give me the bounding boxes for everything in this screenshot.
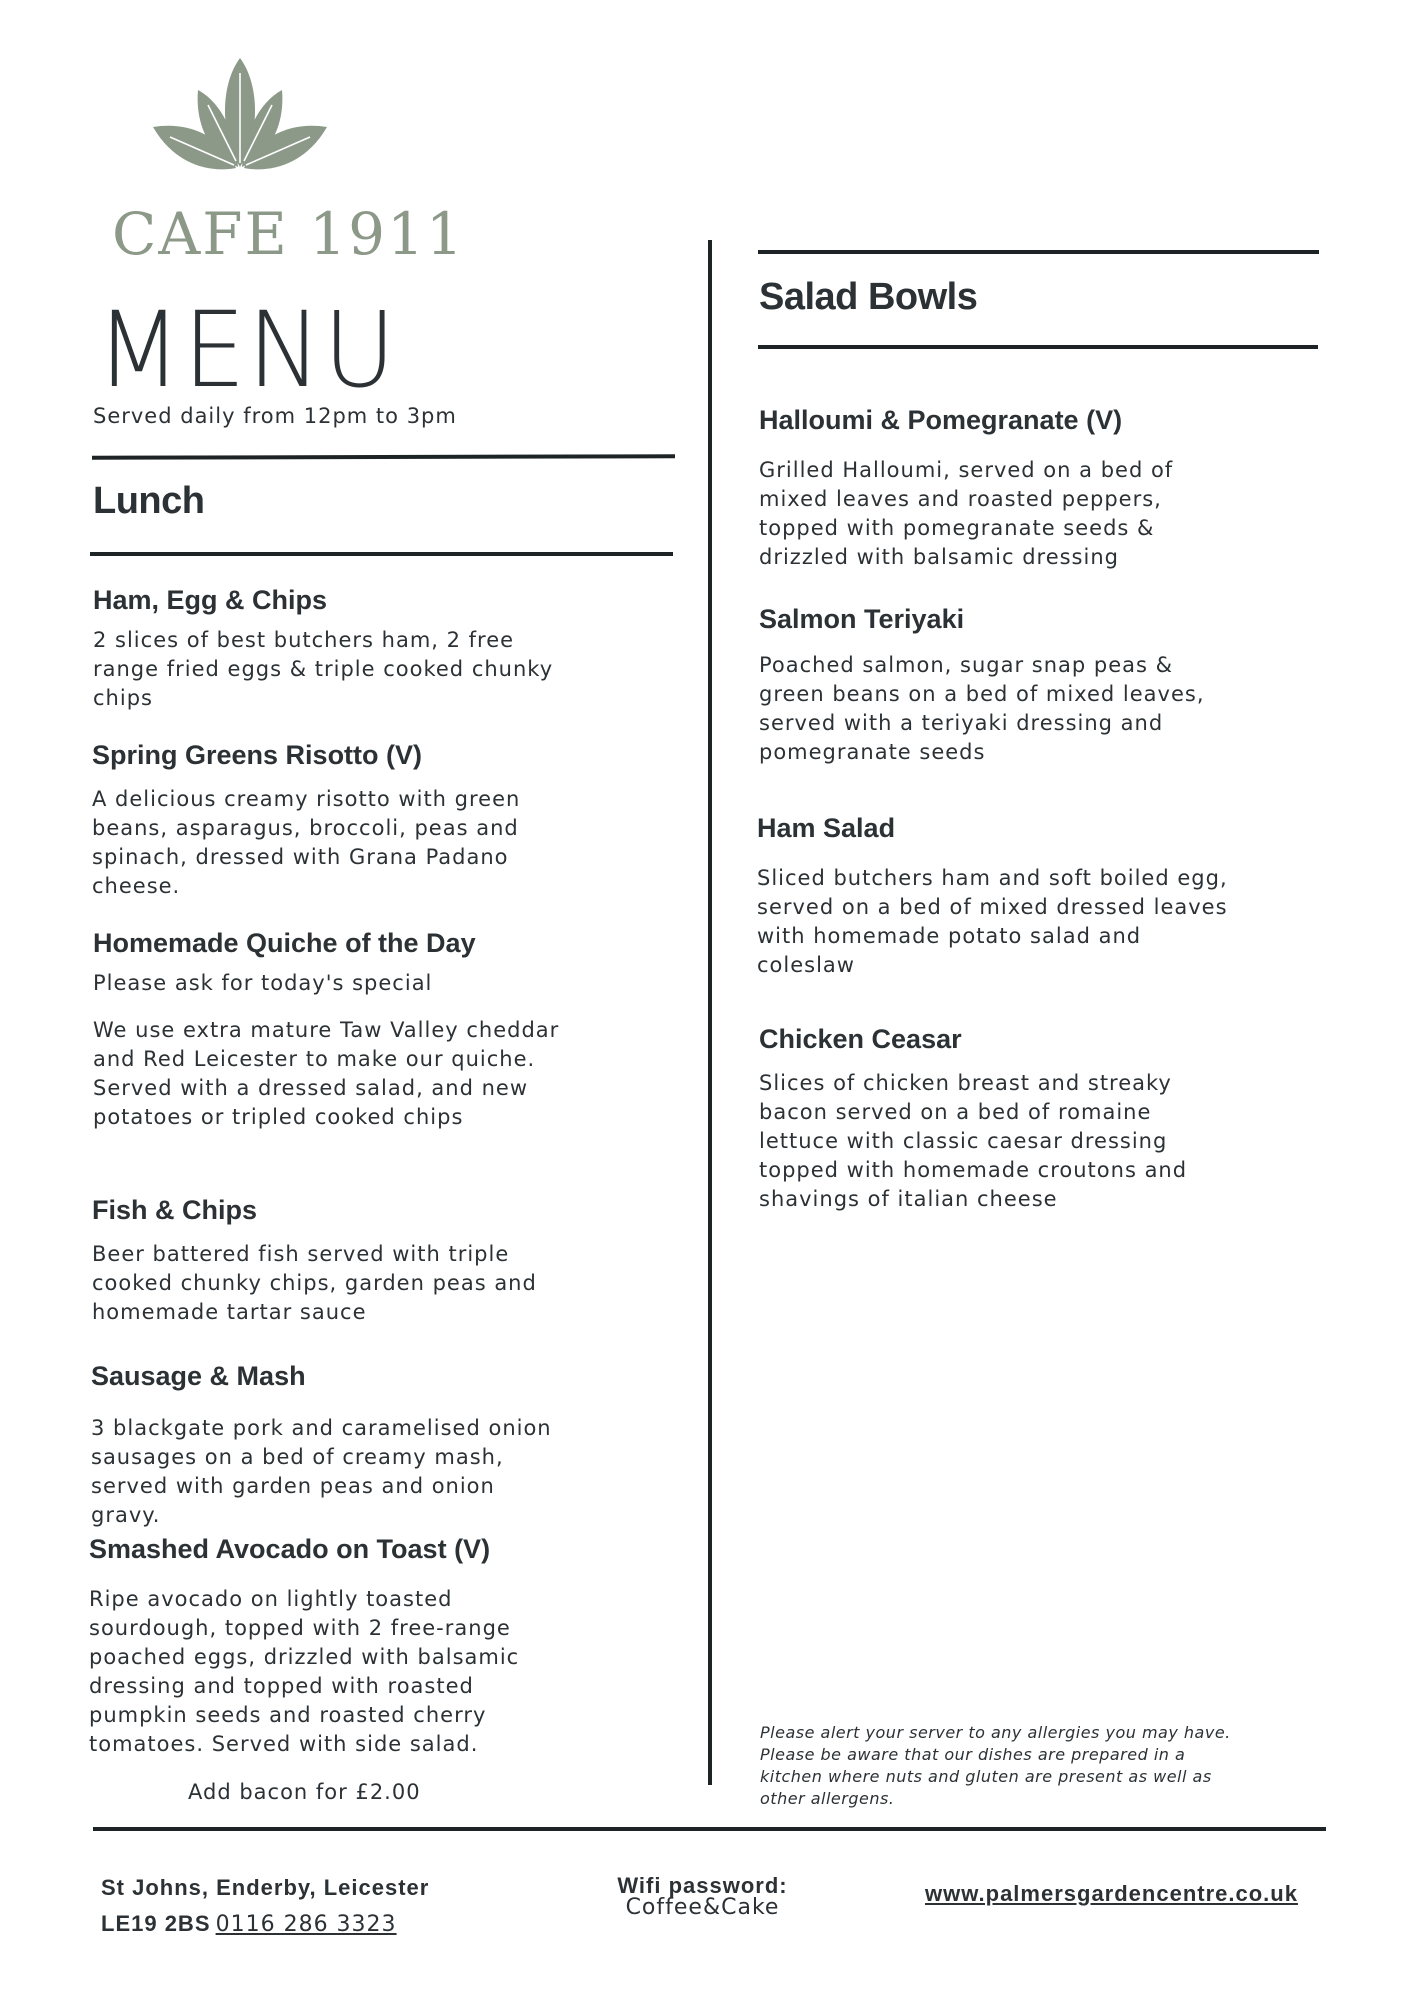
- menu-item: [92, 1195, 572, 1327]
- salad-bowls-heading: Salad Bowls: [759, 276, 978, 318]
- footer-divider: [93, 1827, 1326, 1831]
- menu-item: [93, 585, 573, 713]
- menu-item: [759, 1024, 1239, 1214]
- website-link[interactable]: www.palmersgardencentre.co.uk: [925, 1881, 1298, 1906]
- extra-note: Add bacon for £2.00: [188, 1780, 421, 1804]
- phone-link[interactable]: 0116 286 3323: [215, 1912, 397, 1937]
- menu-item: [91, 1361, 571, 1530]
- item-title: Smashed Avocado on Toast (V): [89, 1534, 491, 1564]
- item-desc: Beer battered fish served with triple cooked chunky chips, garden peas and homemade tartar sauce: [92, 1242, 537, 1324]
- item-desc: A delicious creamy risotto with green beans, asparagus, broccoli, peas and spinach, dressed with Grana Padano cheese.: [92, 787, 521, 898]
- item-desc: Sliced butchers ham and soft boiled egg, served on a bed of mixed dressed leaves with homemade potato salad and coleslaw: [757, 866, 1228, 977]
- item-desc: Please ask for today's special: [93, 971, 433, 995]
- lunch-heading: Lunch: [93, 480, 205, 522]
- divider: [758, 345, 1318, 349]
- served-note: Served daily from 12pm to 3pm: [93, 404, 457, 428]
- menu-item: [93, 928, 573, 1132]
- item-title: Spring Greens Risotto (V): [92, 740, 423, 770]
- menu-item: [759, 405, 1239, 572]
- address-line: St Johns, Enderby, Leicester: [101, 1875, 430, 1900]
- divider: [90, 552, 673, 556]
- postcode: LE19 2BS: [101, 1911, 211, 1936]
- menu-item: [89, 1534, 569, 1759]
- item-desc: Ripe avocado on lightly toasted sourdough, topped with 2 free-range poached eggs, drizzled with balsamic dressing and topped with roasted pumpkin seeds and roasted cherry tomatoes. Served with side salad.: [89, 1587, 520, 1756]
- wifi-password: Coffee&Cake: [625, 1895, 780, 1920]
- menu-item: [757, 813, 1237, 980]
- item-desc: 3 blackgate pork and caramelised onion sausages on a bed of creamy mash, served with garden peas and onion gravy.: [91, 1416, 552, 1527]
- item-title: Halloumi & Pomegranate (V): [759, 405, 1123, 435]
- menu-item: [92, 740, 572, 901]
- wifi-info: [560, 1875, 845, 1919]
- allergy-note: Please alert your server to any allergies you may have. Please be aware that our dishes are prepared in a kitchen where nuts and gluten are present as well as other allergens.: [760, 1723, 1231, 1808]
- divider: [758, 250, 1319, 254]
- item-desc: We use extra mature Taw Valley cheddar and Red Leicester to make our quiche. Served with a dressed salad, and new potatoes or tripled cooked chips: [93, 1018, 560, 1129]
- item-desc: Grilled Halloumi, served on a bed of mixed leaves and roasted peppers, topped with pomegranate seeds & drizzled with balsamic dressing: [759, 458, 1174, 569]
- item-title: Sausage & Mash: [91, 1361, 306, 1391]
- column-divider: [708, 240, 712, 1785]
- item-title: Homemade Quiche of the Day: [93, 928, 476, 958]
- cafe-name: CAFE 1911: [112, 200, 465, 268]
- postcode-phone: [101, 1911, 397, 1937]
- item-desc: 2 slices of best butchers ham, 2 free range fried eggs & triple cooked chunky chips: [93, 628, 554, 710]
- item-title: Chicken Ceasar: [759, 1024, 962, 1054]
- menu-title: MENU: [96, 289, 398, 411]
- item-desc: Slices of chicken breast and streaky bacon served on a bed of romaine lettuce with classic caesar dressing topped with homemade croutons and shavings of italian cheese: [759, 1071, 1188, 1211]
- item-title: Salmon Teriyaki: [759, 604, 965, 634]
- menu-item: [759, 604, 1239, 767]
- item-title: Ham Salad: [757, 813, 896, 843]
- wifi-label: Wifi password:: [617, 1873, 788, 1898]
- divider: [92, 454, 675, 460]
- leaf-sprig-icon: [150, 55, 330, 170]
- item-title: Ham, Egg & Chips: [93, 585, 328, 615]
- item-desc: Poached salmon, sugar snap peas & green beans on a bed of mixed leaves, served with a teriyaki dressing and pomegranate seeds: [759, 653, 1205, 764]
- item-title: Fish & Chips: [92, 1195, 258, 1225]
